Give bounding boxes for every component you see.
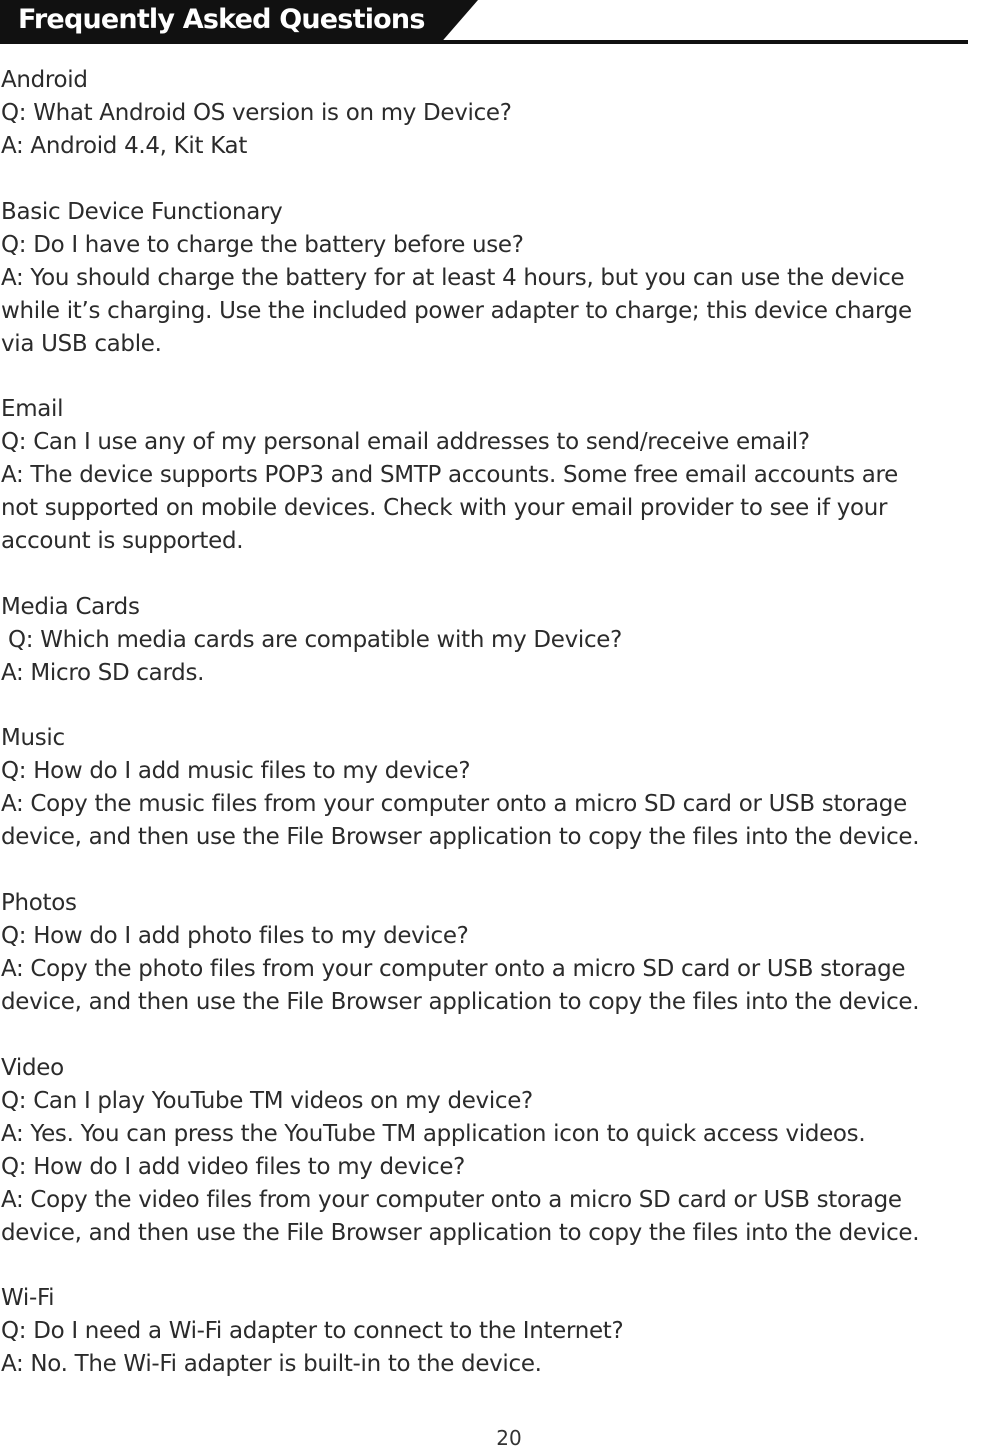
faq-section-photos xyxy=(1,887,991,1019)
section-heading: Android xyxy=(1,67,88,93)
answer: A: Micro SD cards. xyxy=(1,659,205,686)
answer-continued: device, and then use the File Browser application to copy the files into the device. xyxy=(1,988,920,1015)
question: Q: Do I have to charge the battery before use? xyxy=(1,231,524,258)
faq-header xyxy=(0,0,970,46)
page-title: Frequently Asked Questions xyxy=(18,4,425,35)
faq-section-android xyxy=(1,64,991,163)
section-heading: Email xyxy=(1,396,64,423)
section-heading: Photos xyxy=(1,889,77,916)
answer-continued: device, and then use the File Browser application to copy the files into the device. xyxy=(1,824,920,851)
header-rule xyxy=(430,40,968,44)
answer-continued: not supported on mobile devices. Check with your email provider to see if your xyxy=(1,495,888,522)
question: Q: Do I need a Wi-Fi adapter to connect to the Internet? xyxy=(1,1318,624,1345)
answer: A: No. The Wi-Fi adapter is built-in to the device. xyxy=(1,1351,542,1378)
section-heading: Media Cards xyxy=(1,593,140,620)
faq-section-media-cards xyxy=(1,591,991,690)
question: Q: How do I add photo files to my device? xyxy=(1,922,469,949)
faq-section-wifi xyxy=(1,1282,991,1381)
question: Q: Which media cards are compatible with my Device? xyxy=(1,626,623,653)
answer-continued: account is supported. xyxy=(1,528,244,555)
answer: A: Copy the photo files from your computer onto a micro SD card or USB storage xyxy=(1,955,906,982)
question: Q: Can I use any of my personal email addresses to send/receive email? xyxy=(1,429,810,456)
question: Q: What Android OS version is on my Device? xyxy=(1,100,512,126)
faq-section-email xyxy=(1,393,991,558)
question: Q: Can I play YouTube TM videos on my device? xyxy=(1,1087,533,1114)
faq-section-music xyxy=(1,722,991,854)
answer: A: Yes. You can press the YouTube TM application icon to quick access videos. xyxy=(1,1120,866,1147)
answer: A: You should charge the battery for at least 4 hours, but you can use the device xyxy=(1,264,905,291)
section-heading: Wi-Fi xyxy=(1,1285,55,1312)
answer: A: The device supports POP3 and SMTP accounts. Some free email accounts are xyxy=(1,462,898,489)
answer-continued: device, and then use the File Browser application to copy the files into the device. xyxy=(1,1219,920,1246)
section-heading: Video xyxy=(1,1054,64,1081)
answer: A: Android 4.4, Kit Kat xyxy=(1,133,248,159)
faq-section-basic-device xyxy=(1,196,991,361)
answer-continued: via USB cable. xyxy=(1,330,162,357)
page-number: 20 xyxy=(496,1426,522,1450)
answer: A: Copy the music files from your computer onto a micro SD card or USB storage xyxy=(1,791,907,818)
faq-section-video xyxy=(1,1052,991,1250)
answer-continued: while it’s charging. Use the included power adapter to charge; this device charge xyxy=(1,297,912,324)
question: Q: How do I add music files to my device? xyxy=(1,758,471,785)
section-heading: Music xyxy=(1,725,65,752)
question: Q: How do I add video files to my device? xyxy=(1,1153,466,1180)
answer: A: Copy the video files from your computer onto a micro SD card or USB storage xyxy=(1,1186,902,1213)
faq-body xyxy=(1,64,991,1414)
section-heading: Basic Device Functionary xyxy=(1,198,283,225)
